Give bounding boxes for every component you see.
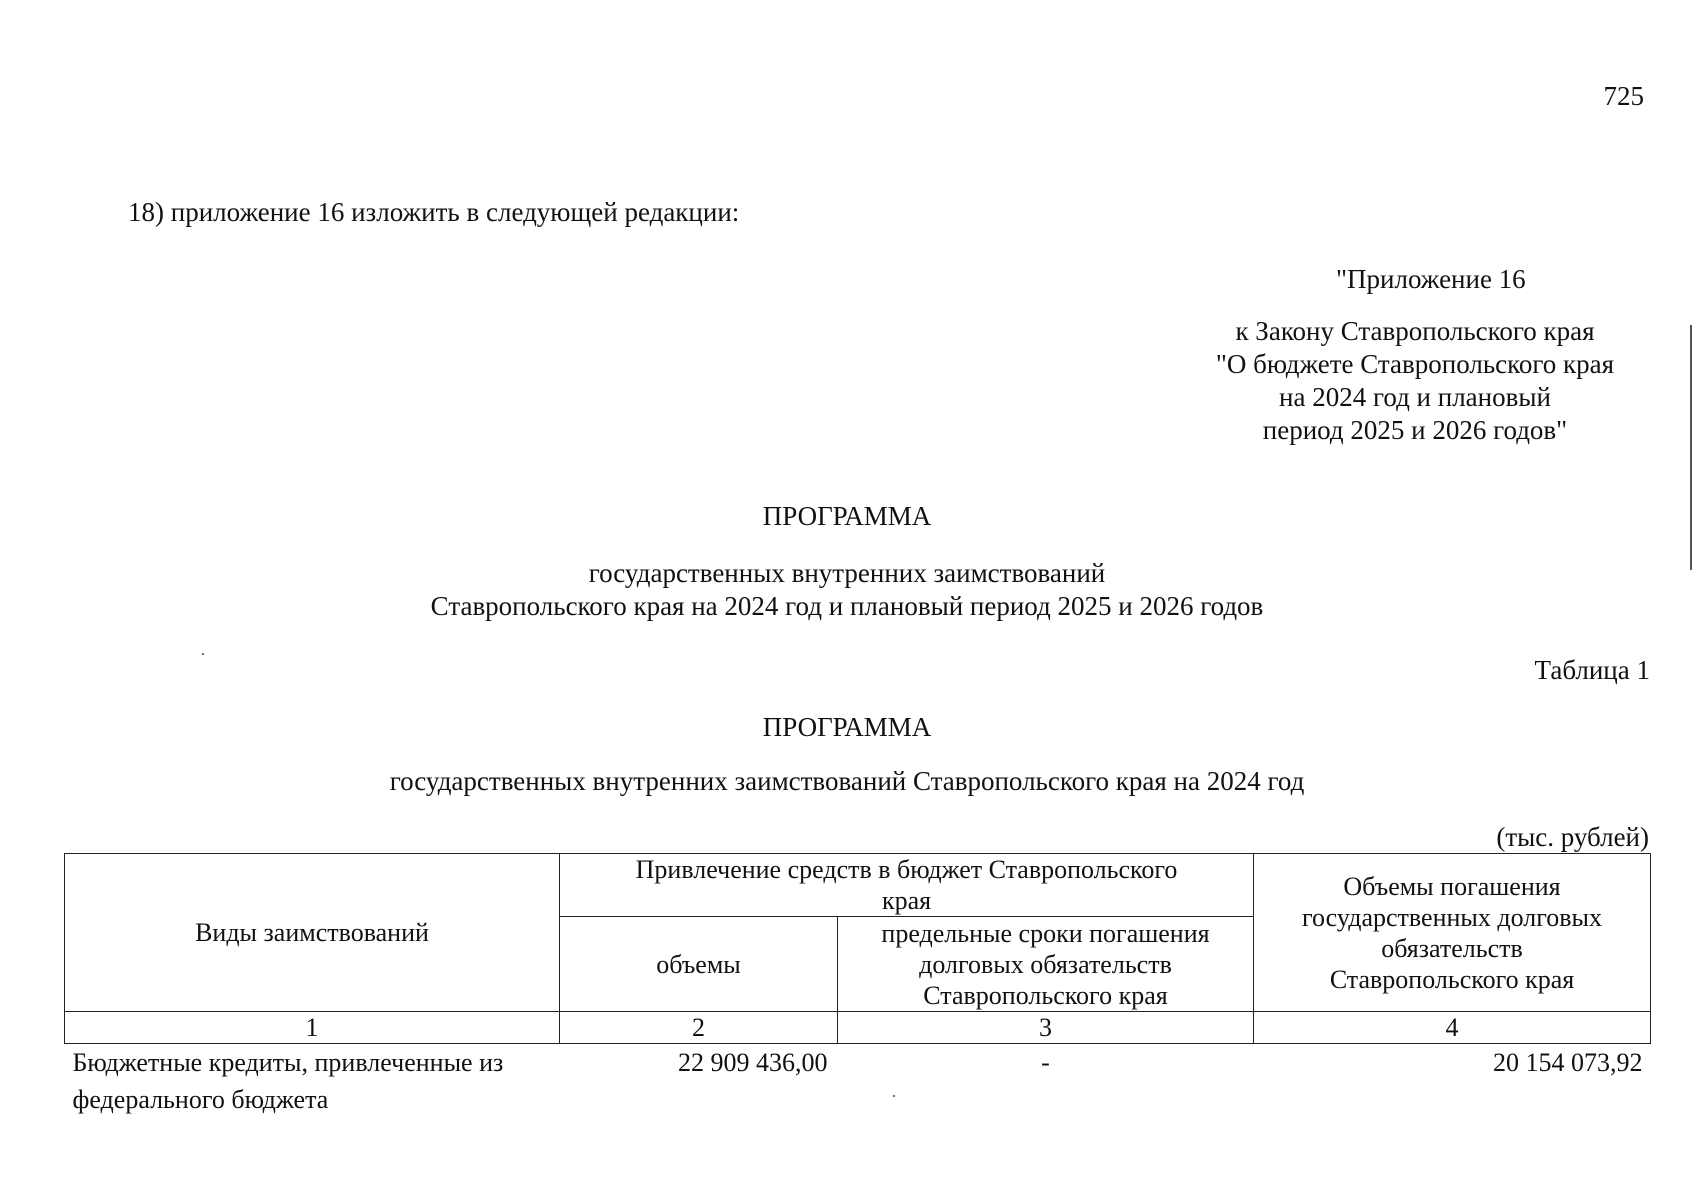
borrowing-type-cell: Бюджетные кредиты, привлеченные из федерального бюджета	[72, 1048, 504, 1114]
header-attraction-group: Привлечение средств в бюджет Ставропольского края	[560, 854, 1254, 917]
table-program-title: ПРОГРАММА	[762, 712, 932, 742]
table-label: Таблица 1	[1534, 655, 1650, 685]
header-repayment-volume: Объемы погашения государственных долговых обязательств Ставропольского края	[1254, 854, 1651, 1012]
table-program-subtitle: государственных внутренних заимствований Ставропольского края на 2024 год	[389, 766, 1305, 796]
borrowings-table	[64, 853, 1651, 1118]
volume-cell: 22 909 436,00	[678, 1048, 828, 1077]
appendix-title: "Приложение 16	[1336, 264, 1526, 294]
program-subtitle	[0, 557, 1694, 623]
column-number: 4	[1254, 1012, 1651, 1044]
appendix-ref-line: на 2024 год и плановый	[1279, 382, 1551, 412]
header-borrowing-types: Виды заимствований	[65, 854, 560, 1012]
units-label: (тыс. рублей)	[1496, 822, 1649, 852]
intro-paragraph: 18) приложение 16 изложить в следующей редакции:	[128, 197, 740, 227]
program-title: ПРОГРАММА	[762, 501, 932, 531]
header-repayment-terms: предельные сроки погашения долговых обязательств Ставропольского края	[838, 917, 1254, 1012]
term-cell: -	[1041, 1048, 1050, 1077]
header-volume: объемы	[560, 917, 838, 1012]
page-number: 725	[1603, 81, 1644, 111]
appendix-ref-line: к Закону Ставропольского края	[1235, 316, 1595, 346]
appendix-ref-line: период 2025 и 2026 годов"	[1262, 415, 1568, 445]
repayment-cell: 20 154 073,92	[1493, 1048, 1643, 1077]
scan-margin-line	[1690, 325, 1692, 570]
appendix-ref-line: "О бюджете Ставропольского края	[1215, 349, 1615, 379]
appendix-reference	[1180, 315, 1650, 447]
scan-speck	[893, 1095, 895, 1097]
column-number: 3	[838, 1012, 1254, 1044]
column-number: 2	[560, 1012, 838, 1044]
program-subtitle-line: государственных внутренних заимствований	[588, 558, 1106, 588]
program-subtitle-line: Ставропольского края на 2024 год и плановый период 2025 и 2026 годов	[430, 591, 1264, 621]
table-row	[65, 1044, 1651, 1119]
scan-speck	[202, 653, 204, 655]
column-number: 1	[65, 1012, 560, 1044]
